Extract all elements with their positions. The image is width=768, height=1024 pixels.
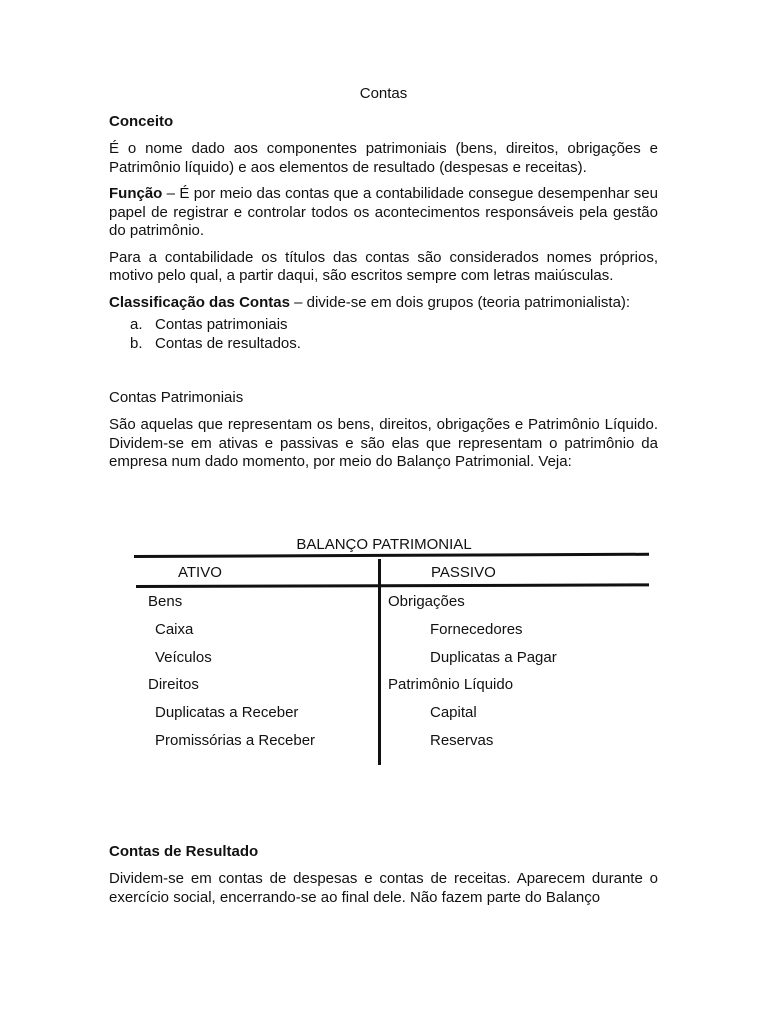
passivo-row: Reservas — [430, 732, 494, 749]
passivo-row: Capital — [430, 704, 477, 721]
list-item — [130, 316, 658, 335]
ativo-row: Veículos — [155, 649, 212, 666]
ativo-row: Direitos — [148, 676, 199, 693]
funcao-text: – É por meio das contas que a contabilidade consegue desempenhar seu papel de registrar e controlar todos os acontecimentos responsáveis pela gestão do patrimônio. — [109, 185, 658, 239]
list-marker: a. — [130, 316, 143, 333]
passivo-row: Fornecedores — [430, 621, 523, 638]
list-item-text: Contas patrimoniais — [155, 316, 288, 333]
classificacao-paragraph — [109, 294, 658, 313]
list-item-text: Contas de resultados. — [155, 334, 301, 352]
passivo-row: Patrimônio Líquido — [388, 676, 514, 693]
list-item — [130, 334, 658, 354]
ativo-row: Duplicatas a Receber — [155, 704, 299, 721]
ativo-row: Caixa — [155, 621, 194, 638]
titulos-paragraph: Para a contabilidade os títulos das contas são considerados nomes próprios, motivo pelo qual, a partir daqui, são escritos sempre com letras maiúsculas. — [109, 248, 658, 284]
classificacao-label: Classificação das Contas — [109, 293, 290, 311]
classificacao-list — [109, 316, 658, 353]
table-center-rule — [378, 559, 381, 765]
classificacao-text: – divide-se em dois grupos (teoria patrimonialista): — [289, 293, 631, 311]
patrimoniais-paragraph: São aquelas que representam os bens, direitos, obrigações e Patrimônio Líquido. Dividem-se em ativas e passivas e são elas que representam o patrimônio da empresa num dado momento, por meio do Balanço Patrimonial. Veja: — [109, 416, 658, 470]
ativo-row: Promissórias a Receber — [155, 732, 316, 749]
table-header-rule — [136, 583, 649, 588]
passivo-header: PASSIVO — [431, 564, 496, 581]
funcao-paragraph — [109, 185, 658, 241]
list-marker: b. — [130, 334, 143, 352]
resultado-heading: Contas de Resultado — [109, 843, 259, 860]
resultado-section — [109, 842, 658, 915]
conceito-paragraph: É o nome dado aos componentes patrimoniais (bens, direitos, obrigações e Patrimônio líquido) e aos elementos de resultado (despesas e receitas). — [109, 140, 658, 176]
ativo-header: ATIVO — [178, 564, 222, 581]
resultado-paragraph: Dividem-se em contas de despesas e contas de receitas. Aparecem durante o exercício social, encerrando-se ao final dele. Não fazem parte do Balanço — [109, 870, 658, 906]
passivo-row: Duplicatas a Pagar — [430, 649, 557, 666]
balanco-title: BALANÇO PATRIMONIAL — [296, 536, 472, 553]
funcao-label: Função — [109, 185, 163, 202]
ativo-row: Bens — [148, 593, 183, 610]
passivo-row: Obrigações — [388, 593, 465, 610]
document-title: Contas — [359, 85, 408, 102]
document-page — [109, 84, 658, 480]
conceito-heading: Conceito — [109, 113, 174, 130]
patrimoniais-heading: Contas Patrimoniais — [109, 389, 244, 406]
